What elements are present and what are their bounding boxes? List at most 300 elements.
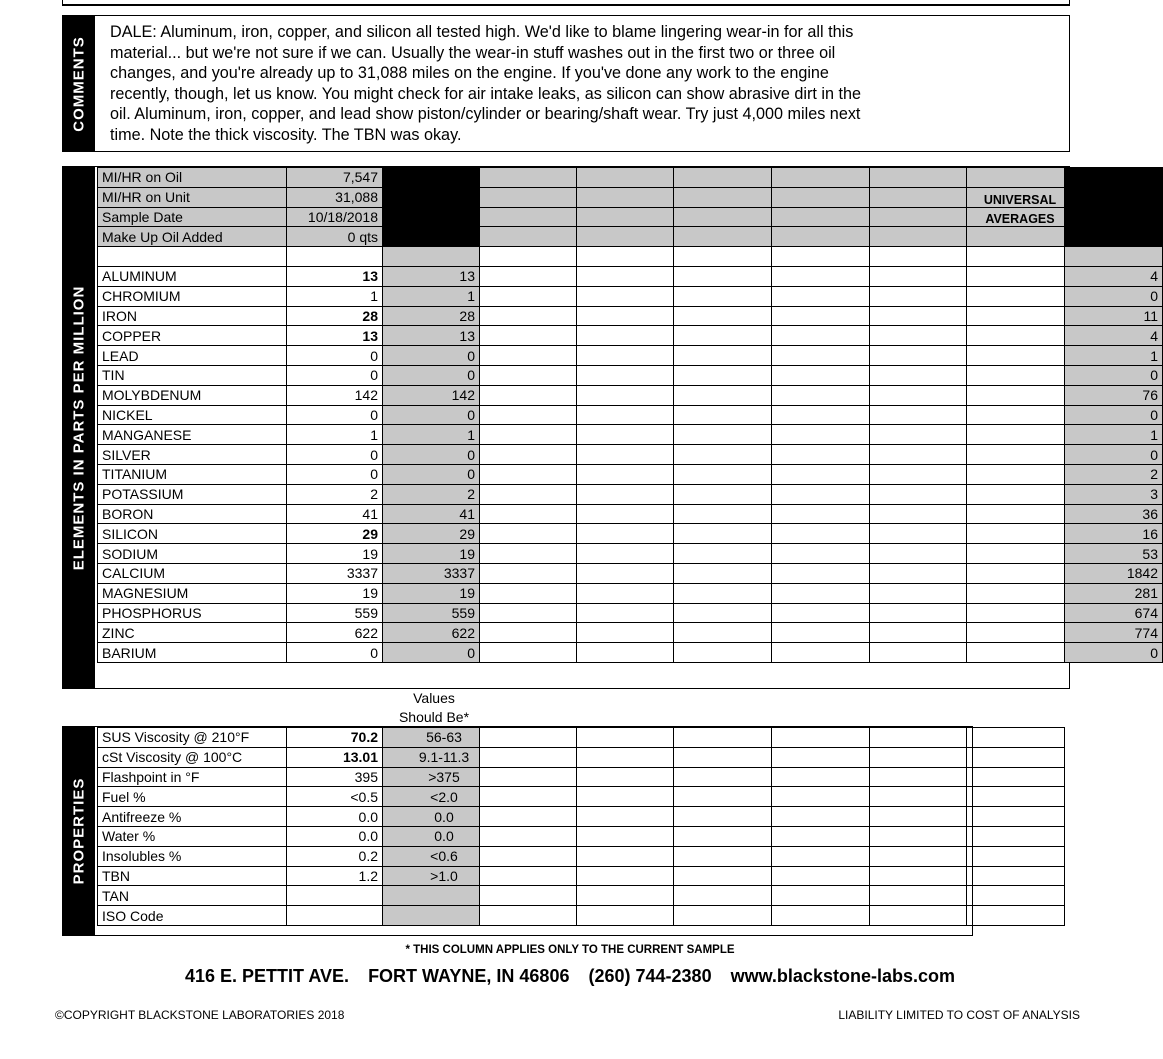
unit-header-line: AVERAGES [399,219,469,233]
universal-average: 1842 [1065,563,1163,583]
table-row [98,365,1163,385]
empty-cell [772,326,870,346]
element-value: 19 [287,544,383,564]
empty-cell [772,365,870,385]
empty-cell [967,886,1065,906]
element-name: TIN [98,365,287,385]
property-name: ISO Code [98,906,287,926]
empty-cell [98,247,287,267]
empty-cell [674,227,772,247]
empty-cell [967,247,1065,267]
empty-cell [674,767,772,787]
empty-cell [577,886,674,906]
element-value: 41 [287,504,383,524]
table-row [98,886,1065,906]
empty-cell [772,464,870,484]
table-row [98,846,1065,866]
empty-cell [772,643,870,663]
element-value: 28 [287,306,383,326]
empty-cell [674,563,772,583]
empty-cell [967,425,1065,445]
empty-cell [870,524,967,544]
universal-average: 0 [1065,365,1163,385]
empty-cell [772,826,870,846]
info-label: MI/HR on Unit [98,187,287,207]
universal-average: 0 [1065,286,1163,306]
table-row [98,405,1163,425]
empty-cell [967,464,1065,484]
empty-cell [870,906,967,926]
comment-line: changes, and you're already up to 31,088 miles on the engine. If you've done any work to the engine [110,64,829,82]
unit-average: 0 [383,346,480,366]
empty-cell [967,583,1065,603]
table-row [98,425,1163,445]
table-row [98,266,1163,286]
unit-average: 0 [383,365,480,385]
empty-cell [772,286,870,306]
empty-cell [577,643,674,663]
universal-averages-header [972,191,1068,229]
empty-cell [870,286,967,306]
universal-average: 1 [1065,425,1163,445]
unit-average: 1 [383,286,480,306]
table-row [98,583,1163,603]
empty-cell [480,866,577,886]
info-value: 0 qts [287,227,383,247]
empty-cell [480,524,577,544]
empty-cell [480,643,577,663]
table-row [98,544,1163,564]
empty-cell [674,826,772,846]
unit-average: 142 [383,385,480,405]
properties-label: PROPERTIES [70,777,88,885]
empty-cell [772,484,870,504]
empty-cell [674,286,772,306]
empty-cell [674,886,772,906]
element-name: BARIUM [98,643,287,663]
element-name: SILICON [98,524,287,544]
empty-cell [967,445,1065,465]
empty-cell [383,247,480,267]
universal-average: 4 [1065,326,1163,346]
property-value [287,886,383,906]
empty-cell [674,603,772,623]
info-value: 7,547 [287,168,383,188]
empty-cell [674,365,772,385]
unit-average: 1 [383,425,480,445]
comment-line: time. Note the thick viscosity. The TBN was okay. [110,125,462,144]
element-name: CHROMIUM [98,286,287,306]
empty-cell [577,504,674,524]
empty-cell [480,247,577,267]
property-value: 1.2 [287,866,383,886]
table-row [98,643,1163,663]
empty-cell [870,464,967,484]
universal-header-line: UNIVERSAL [983,193,1057,207]
comments-side-label [63,16,95,151]
empty-cell [480,787,577,807]
element-value: 622 [287,623,383,643]
copyright: ©COPYRIGHT BLACKSTONE LABORATORIES 2018 [55,1008,345,1022]
empty-cell [772,886,870,906]
element-name: MANGANESE [98,425,287,445]
empty-cell [577,767,674,787]
unit-average: 28 [383,306,480,326]
property-name: SUS Viscosity @ 210°F [98,728,287,748]
empty-cell [480,583,577,603]
element-name: COPPER [98,326,287,346]
empty-cell [480,886,577,906]
universal-average: 1 [1065,346,1163,366]
property-should-be: 0.0 [383,826,480,846]
empty-cell [577,445,674,465]
element-name: SODIUM [98,544,287,564]
empty-cell [870,425,967,445]
table-row [98,524,1163,544]
unit-average: 0 [383,643,480,663]
empty-cell [480,365,577,385]
empty-cell [967,365,1065,385]
property-value: 0.0 [287,826,383,846]
property-name: TAN [98,886,287,906]
unit-average: 0 [383,445,480,465]
unit-header-line: LOCATION [401,201,467,215]
info-row [98,168,1163,188]
empty-cell [577,365,674,385]
universal-average: 16 [1065,524,1163,544]
property-value: 0.0 [287,807,383,827]
empty-cell [870,306,967,326]
empty-cell [967,385,1065,405]
empty-cell [480,306,577,326]
empty-cell [772,728,870,748]
empty-cell [674,464,772,484]
footnote: * THIS COLUMN APPLIES ONLY TO THE CURRENT SAMPLE [405,944,735,956]
empty-cell [674,747,772,767]
property-value: <0.5 [287,787,383,807]
liability-note: LIABILITY LIMITED TO COST OF ANALYSIS [838,1008,1080,1022]
empty-cell [870,207,967,227]
element-name: MAGNESIUM [98,583,287,603]
element-value: 1 [287,425,383,445]
empty-cell [480,405,577,425]
universal-average: 674 [1065,603,1163,623]
property-should-be [383,906,480,926]
comment-line: recently, though, let us know. You might check for air intake leaks, as silicon can show abrasive dirt in the [110,84,862,103]
empty-cell [480,227,577,247]
empty-cell [870,187,967,207]
universal-average: 0 [1065,445,1163,465]
element-name: PHOSPHORUS [98,603,287,623]
empty-cell [480,286,577,306]
universal-average: 3 [1065,484,1163,504]
property-should-be: 56-63 [383,728,480,748]
empty-cell [870,266,967,286]
info-row [98,227,1163,247]
empty-cell [480,504,577,524]
empty-cell [772,266,870,286]
empty-cell [967,826,1065,846]
empty-cell [674,484,772,504]
empty-cell [577,464,674,484]
element-value: 0 [287,365,383,385]
empty-cell [772,168,870,188]
empty-cell [967,326,1065,346]
empty-cell [674,524,772,544]
lab-address [0,966,1080,987]
element-value: 13 [287,326,383,346]
info-value: 31,088 [287,187,383,207]
empty-cell [577,484,674,504]
empty-cell [772,583,870,603]
empty-cell [577,544,674,564]
empty-cell [870,326,967,346]
empty-cell [577,168,674,188]
empty-cell [870,504,967,524]
property-value [287,906,383,926]
empty-cell [674,504,772,524]
element-value: 3337 [287,563,383,583]
empty-cell [772,405,870,425]
empty-cell [577,425,674,445]
empty-cell [674,906,772,926]
empty-cell [772,623,870,643]
empty-cell [870,767,967,787]
empty-cell [772,425,870,445]
property-value: 0.2 [287,846,383,866]
empty-cell [772,306,870,326]
street-address: 416 E. PETTIT AVE. [184,966,350,986]
empty-cell [967,504,1065,524]
empty-cell [870,445,967,465]
empty-cell [674,385,772,405]
property-name: Flashpoint in °F [98,767,287,787]
empty-cell [870,168,967,188]
empty-cell [772,603,870,623]
empty-cell [870,227,967,247]
properties-side-label [63,727,95,935]
element-value: 0 [287,464,383,484]
empty-cell [480,906,577,926]
comment-text [110,22,1010,145]
table-row [98,346,1163,366]
comment-line: material... but we're not sure if we can. Usually the wear-in stuff washes out in the first two or three oil [110,43,836,62]
element-value: 142 [287,385,383,405]
empty-cell [967,544,1065,564]
universal-average: 4 [1065,266,1163,286]
empty-cell [967,807,1065,827]
property-should-be [383,886,480,906]
empty-cell [674,405,772,425]
empty-cell [287,247,383,267]
empty-cell [577,326,674,346]
empty-cell [480,187,577,207]
element-name: SILVER [98,445,287,465]
empty-cell [480,464,577,484]
empty-cell [577,906,674,926]
property-should-be: <2.0 [383,787,480,807]
element-value: 0 [287,445,383,465]
empty-cell [870,405,967,425]
empty-cell [772,187,870,207]
empty-cell [674,583,772,603]
table-row [98,464,1163,484]
empty-cell [577,524,674,544]
empty-cell [967,728,1065,748]
empty-cell [480,385,577,405]
table-row [98,826,1065,846]
empty-cell [772,524,870,544]
empty-cell [772,385,870,405]
universal-average: 2 [1065,464,1163,484]
empty-cell [480,563,577,583]
empty-cell [674,346,772,366]
empty-cell [674,326,772,346]
table-row [98,484,1163,504]
elements-table [97,167,1163,663]
empty-cell [772,807,870,827]
empty-cell [674,168,772,188]
empty-cell [870,787,967,807]
empty-cell [772,906,870,926]
empty-cell [967,227,1065,247]
property-name: Insolubles % [98,846,287,866]
table-row [98,866,1065,886]
universal-average: 36 [1065,504,1163,524]
website-link[interactable]: www.blackstone-labs.com [730,966,955,986]
empty-cell [480,603,577,623]
empty-cell [480,747,577,767]
city-state-zip: FORT WAYNE, IN 46806 [368,966,570,986]
empty-cell [674,787,772,807]
empty-cell [870,583,967,603]
table-row [98,787,1065,807]
spacer-row [98,247,1163,267]
empty-cell [674,846,772,866]
empty-cell [772,207,870,227]
empty-cell [967,603,1065,623]
empty-cell [772,247,870,267]
table-row [98,807,1065,827]
empty-cell [772,504,870,524]
empty-cell [967,266,1065,286]
empty-cell [772,445,870,465]
universal-header-line: AVERAGES [985,212,1055,226]
empty-cell [967,787,1065,807]
empty-cell [870,747,967,767]
empty-cell [674,807,772,827]
table-row [98,747,1065,767]
unit-average: 2 [383,484,480,504]
empty-cell [674,266,772,286]
empty-cell [870,643,967,663]
table-row [98,385,1163,405]
universal-average: 0 [1065,405,1163,425]
unit-average: 559 [383,603,480,623]
comment-line: DALE: Aluminum, iron, copper, and silicon all tested high. We'd like to blame lingering wear-in for all this [110,23,854,41]
empty-cell [967,405,1065,425]
empty-cell [480,207,577,227]
table-row [98,326,1163,346]
empty-cell [674,728,772,748]
empty-cell [480,807,577,827]
empty-cell [772,846,870,866]
empty-cell [674,544,772,564]
unit-averages-header [386,181,482,235]
empty-cell [480,623,577,643]
property-value: 70.2 [287,728,383,748]
properties-table [97,727,1065,926]
empty-cell [480,425,577,445]
empty-cell [577,385,674,405]
unit-average: 13 [383,326,480,346]
empty-cell [772,544,870,564]
universal-averages-header-cell [1065,168,1163,247]
property-name: Fuel % [98,787,287,807]
universal-average: 53 [1065,544,1163,564]
empty-cell [674,445,772,465]
empty-cell [870,623,967,643]
empty-cell [577,266,674,286]
table-row [98,286,1163,306]
empty-cell [967,866,1065,886]
property-name: cSt Viscosity @ 100°C [98,747,287,767]
element-name: POTASSIUM [98,484,287,504]
empty-cell [674,623,772,643]
empty-cell [870,484,967,504]
unit-average: 19 [383,583,480,603]
info-label: Make Up Oil Added [98,227,287,247]
table-row [98,603,1163,623]
empty-cell [480,445,577,465]
property-name: Antifreeze % [98,807,287,827]
empty-cell [967,524,1065,544]
info-label: MI/HR on Oil [98,168,287,188]
table-row [98,728,1065,748]
table-row [98,767,1065,787]
unit-average: 19 [383,544,480,564]
unit-average: 41 [383,504,480,524]
universal-average: 0 [1065,643,1163,663]
empty-cell [674,247,772,267]
empty-cell [870,247,967,267]
empty-cell [480,544,577,564]
empty-cell [674,306,772,326]
empty-cell [480,168,577,188]
empty-cell [772,346,870,366]
empty-cell [480,846,577,866]
empty-cell [480,767,577,787]
unit-average: 29 [383,524,480,544]
element-name: NICKEL [98,405,287,425]
universal-average: 76 [1065,385,1163,405]
phone-number: (260) 744-2380 [588,966,712,986]
empty-cell [577,603,674,623]
empty-cell [870,544,967,564]
empty-cell [1065,247,1163,267]
empty-cell [870,846,967,866]
empty-cell [480,728,577,748]
empty-cell [577,846,674,866]
empty-cell [577,623,674,643]
empty-cell [577,306,674,326]
empty-cell [577,187,674,207]
empty-cell [967,168,1065,188]
table-row [98,623,1163,643]
universal-average: 281 [1065,583,1163,603]
element-name: MOLYBDENUM [98,385,287,405]
unit-average: 3337 [383,563,480,583]
